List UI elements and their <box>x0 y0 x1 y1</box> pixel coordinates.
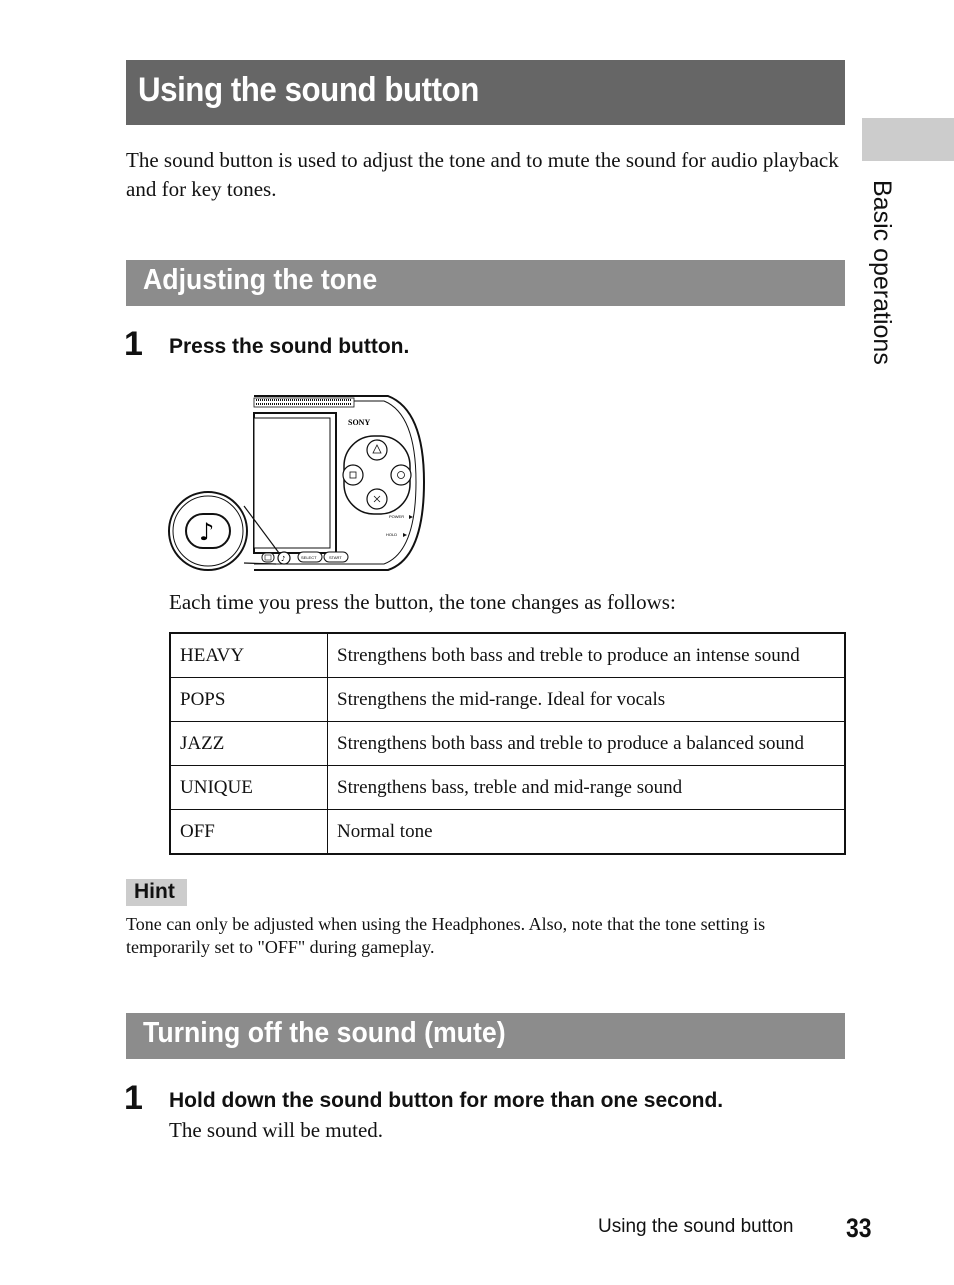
tone-name: POPS <box>170 678 328 722</box>
tone-name: JAZZ <box>170 722 328 766</box>
table-row <box>170 722 845 766</box>
tone-table <box>169 632 846 855</box>
step-instruction: Press the sound button. <box>169 335 410 358</box>
device-illustration <box>166 390 428 575</box>
step-result: The sound will be muted. <box>169 1118 384 1142</box>
page-number: 33 <box>846 1213 872 1243</box>
hint-badge <box>126 879 187 906</box>
section-heading-bar-mute <box>126 1013 845 1059</box>
step-number: 1 <box>124 325 143 363</box>
chapter-side-label <box>856 180 896 410</box>
section-heading-mute: Turning off the sound (mute) <box>143 1017 506 1049</box>
tone-description: Strengthens both bass and treble to produce an intense sound <box>328 633 846 678</box>
cross-button-icon <box>367 489 387 509</box>
hint-text: Tone can only be adjusted when using the Headphones. Also, note that the tone setting is temporarily set to "OFF" during gameplay. <box>126 914 766 957</box>
tone-name: OFF <box>170 810 328 855</box>
section-heading-bar-tone <box>126 260 845 306</box>
square-button-icon <box>343 465 363 485</box>
select-label: SELECT <box>301 555 317 560</box>
triangle-button-icon <box>367 440 387 460</box>
hold-label: HOLD <box>386 532 398 537</box>
svg-text:♪: ♪ <box>281 555 286 563</box>
tone-name: HEAVY <box>170 633 328 678</box>
table-row <box>170 810 845 855</box>
table-row <box>170 678 845 722</box>
footer-section-title: Using the sound button <box>598 1216 794 1237</box>
section-heading-tone: Adjusting the tone <box>143 264 378 296</box>
tone-description: Normal tone <box>328 810 846 855</box>
hint-label: Hint <box>134 880 175 903</box>
brand-label: SONY <box>348 418 371 427</box>
tone-name: UNIQUE <box>170 766 328 810</box>
tone-description-lead: Each time you press the button, the tone changes as follows: <box>169 590 676 614</box>
table-row <box>170 633 845 678</box>
chapter-tab <box>862 118 954 161</box>
page-title: Using the sound button <box>138 71 479 109</box>
tone-description: Strengthens the mid-range. Ideal for vocals <box>328 678 846 722</box>
page-title-bar <box>126 60 845 125</box>
start-label: START <box>329 555 342 560</box>
table-row <box>170 766 845 810</box>
music-note-icon: ♪ <box>199 518 215 546</box>
step-instruction: Hold down the sound button for more than one second. <box>169 1089 724 1112</box>
intro-paragraph: The sound button is used to adjust the tone and to mute the sound for audio playback and for key tones. <box>126 148 839 201</box>
power-label: POWER <box>389 514 405 519</box>
tone-description: Strengthens bass, treble and mid-range sound <box>328 766 846 810</box>
tone-description: Strengthens both bass and treble to produce a balanced sound <box>328 722 846 766</box>
chapter-label-text: Basic operations <box>868 180 896 365</box>
step-number: 1 <box>124 1079 143 1117</box>
circle-button-icon <box>391 465 411 485</box>
